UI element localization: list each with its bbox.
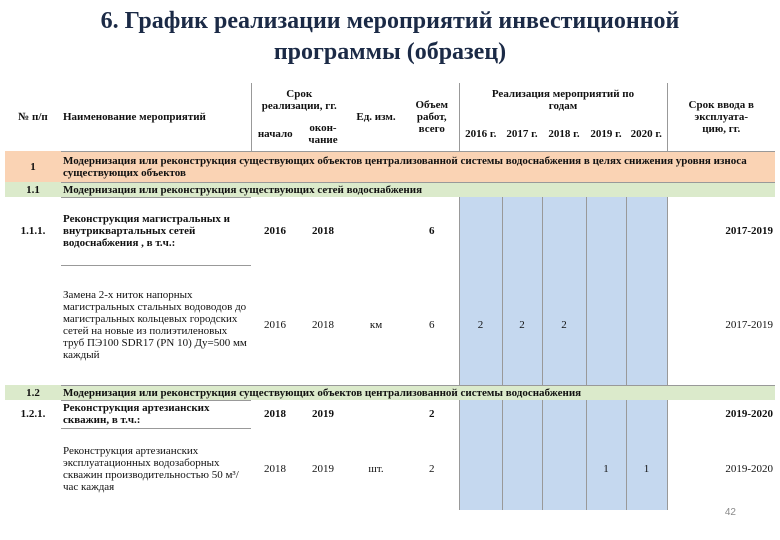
row-num: [5, 428, 61, 510]
table-row: [5, 265, 775, 385]
page-number: 42: [724, 507, 736, 518]
row-num: 1.2.1.: [20, 408, 46, 420]
section-text: Модернизация или реконструкция существующих объектов централизованной системы водоснабжения: [61, 385, 775, 400]
header-volume: [405, 83, 459, 151]
header-term-line-2: реализации, гг.: [261, 100, 337, 112]
header-year-2020: 2020 г.: [630, 127, 662, 140]
header-term-end-line-2: чание: [308, 133, 338, 146]
row-year-2017: [502, 400, 542, 428]
row-start: 2016: [264, 225, 286, 237]
table-row: [5, 400, 775, 428]
row-name: Реконструкция магистральных и внутриквартальных сетей водоснабжения , в т.ч.:: [61, 197, 251, 265]
header-year-2016: 2016 г.: [459, 117, 502, 151]
row-end: 2018: [312, 225, 334, 237]
header-volume-line-1: Объем: [415, 98, 449, 111]
row-year-2018: [542, 400, 586, 428]
header-term-line-1: Срок: [286, 88, 313, 100]
header-implementation-line-1: Реализация мероприятий по: [491, 88, 635, 100]
row-year-2019: [586, 265, 626, 385]
row-commission: 2019-2020: [667, 428, 775, 510]
row-unit: шт.: [368, 463, 384, 475]
table-row: [5, 197, 775, 265]
row-volume: 2: [429, 408, 435, 420]
row-unit: [347, 400, 405, 428]
table-row: [5, 428, 775, 510]
section-text: Модернизация или реконструкция существующих сетей водоснабжения: [61, 182, 775, 197]
row-volume: 2: [429, 463, 435, 475]
table-row: [5, 385, 775, 400]
header-volume-line-2: работ,: [416, 110, 447, 123]
slide-title: [0, 6, 780, 68]
table-row: [5, 182, 775, 197]
header-num: № п/п: [18, 111, 48, 123]
row-end: 2018: [312, 318, 334, 331]
row-num: 1: [5, 151, 61, 182]
row-name: Реконструкция артезианских скважин, в т.ч.:: [61, 400, 251, 428]
row-num: 1.2: [5, 385, 61, 400]
slide-title-line-2: программы (образец): [273, 39, 507, 65]
row-start: 2018: [264, 463, 286, 475]
row-commission: 2017-2019: [667, 197, 775, 265]
row-year-2017: 2: [502, 265, 542, 385]
row-num: 1.1.1.: [20, 225, 46, 237]
header-commission-line-1: Срок ввода в: [688, 98, 754, 111]
row-end: 2019: [312, 463, 334, 475]
row-year-2016: 2: [459, 265, 502, 385]
header-commission: [667, 83, 775, 151]
row-year-2020: [626, 400, 667, 428]
slide-title-line-1: 6. График реализации мероприятий инвестиционной: [100, 8, 680, 34]
row-year-2018: 2: [542, 265, 586, 385]
row-volume: 6: [429, 225, 435, 237]
row-year-2016: [459, 428, 502, 510]
row-year-2019: 1: [586, 428, 626, 510]
row-year-2019: [586, 197, 626, 265]
header-volume-line-3: всего: [418, 122, 445, 135]
row-year-2020: [626, 265, 667, 385]
row-name: Реконструкция артезианских эксплуатационных водозаборных скважин производительностью 50 м³/час каждая: [61, 428, 251, 510]
table-header-row-1: [5, 83, 775, 117]
header-term-end: [299, 117, 347, 151]
row-num: [5, 265, 61, 385]
row-volume: 6: [429, 318, 435, 331]
row-year-2016: [459, 197, 502, 265]
header-commission-line-3: цию, гг.: [702, 122, 741, 135]
row-unit: км: [369, 318, 383, 331]
row-commission: 2019-2020: [667, 400, 775, 428]
row-year-2017: [502, 197, 542, 265]
row-year-2017: [502, 428, 542, 510]
row-end: 2019: [312, 408, 334, 420]
header-year-2019: 2019 г.: [590, 127, 622, 140]
table-row: [5, 151, 775, 182]
row-year-2018: [542, 197, 586, 265]
header-year-2018: 2018 г.: [548, 127, 580, 140]
row-name: Замена 2-х ниток напорных магистральных стальных водоводов до магистральных кольцевых городских сетей на новые из полиэтиленовых труб ПЭ100 SDR17 (PN 10) Ду=500 мм каждый: [61, 265, 251, 385]
investment-schedule-table: [5, 83, 775, 510]
header-implementation-line-2: годам: [548, 100, 578, 112]
row-start: 2016: [264, 318, 286, 331]
row-num: 1.1: [5, 182, 61, 197]
row-year-2020: 1: [626, 428, 667, 510]
row-year-2016: [459, 400, 502, 428]
row-year-2018: [542, 428, 586, 510]
section-text: Модернизация или реконструкция существующих объектов централизованной системы водоснабжения в целях снижения уровня износа существующих объектов: [61, 151, 775, 182]
header-term: [251, 83, 347, 117]
header-commission-line-2: эксплуата-: [694, 110, 748, 123]
header-term-end-line-1: окон-: [309, 121, 337, 134]
row-start: 2018: [264, 408, 286, 420]
row-unit: [347, 197, 405, 265]
header-name: Наименование мероприятий: [63, 110, 206, 123]
header-implementation: [459, 83, 667, 117]
row-commission: 2017-2019: [667, 265, 775, 385]
row-year-2019: [586, 400, 626, 428]
row-year-2020: [626, 197, 667, 265]
header-year-2017: 2017 г.: [506, 127, 538, 140]
header-unit: Ед. изм.: [356, 110, 396, 123]
header-term-start: начало: [251, 117, 299, 151]
